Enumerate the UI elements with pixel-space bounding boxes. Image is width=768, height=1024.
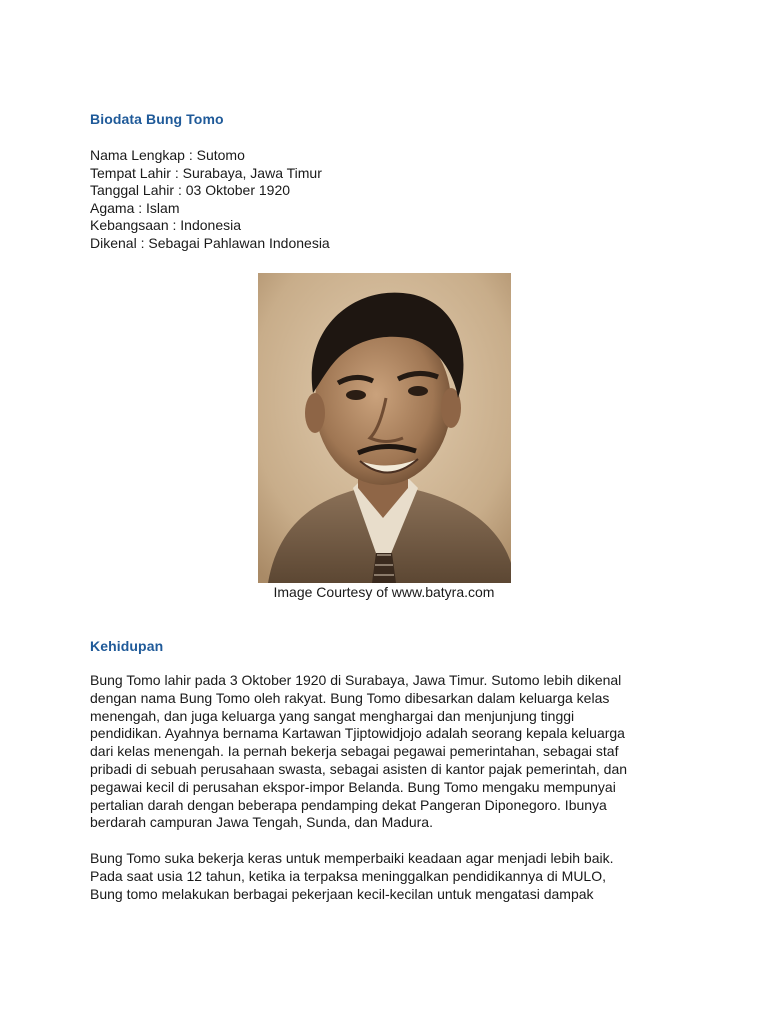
biodata-religion: Agama : Islam — [90, 199, 180, 216]
photo-caption: Image Courtesy of www.batyra.com — [273, 584, 495, 600]
paragraph-line: dengan nama Bung Tomo oleh rakyat. Bung Tomo dibesarkan dalam keluarga kelas — [90, 689, 610, 706]
biodata-known-as: Dikenal : Sebagai Pahlawan Indonesia — [90, 234, 330, 251]
paragraph-line: pribadi di sebuah perusahaan swasta, sebagai asisten di kantor pajak pemerintah, dan — [90, 760, 628, 777]
biodata-birthdate: Tanggal Lahir : 03 Oktober 1920 — [90, 182, 291, 199]
paragraph-line: Bung tomo melakukan berbagai pekerjaan kecil-kecilan untuk mengatasi dampak — [90, 885, 594, 902]
portrait-image — [258, 273, 511, 583]
paragraph-line: Bung Tomo suka bekerja keras untuk memperbaiki keadaan agar menjadi lebih baik. — [90, 850, 614, 866]
paragraph-line: berdarah campuran Jawa Tengah, Sunda, dan Madura. — [90, 814, 433, 831]
paragraph-line: Pada saat usia 12 tahun, ketika ia terpaksa meninggalkan pendidikannya di MULO, — [90, 867, 606, 884]
paragraph-line: pegawai kecil di perusahan ekspor-impor Belanda. Bung Tomo mengaku mempunyai — [90, 778, 616, 795]
paragraph-line: dari kelas menengah. Ia pernah bekerja sebagai pegawai pemerintahan, sebagai staf — [90, 743, 619, 760]
paragraph-line: Bung Tomo lahir pada 3 Oktober 1920 di Surabaya, Jawa Timur. Sutomo lebih dikenal — [90, 672, 622, 688]
paragraph-line: pertalian darah dengan beberapa pendamping dekat Pangeran Diponegoro. Ibunya — [90, 796, 607, 813]
document-title: Biodata Bung Tomo — [90, 111, 224, 127]
section-heading: Kehidupan — [90, 638, 164, 654]
biodata-birthplace: Tempat Lahir : Surabaya, Jawa Timur — [90, 164, 322, 181]
paragraph-line: pendidikan. Ayahnya bernama Kartawan Tjiptowidjojo adalah seorang kepala keluarga — [90, 725, 625, 742]
biodata-list — [90, 147, 330, 253]
paragraph-1 — [90, 672, 682, 832]
portrait-photo — [258, 273, 511, 583]
paragraph-line: menengah, dan juga keluarga yang sangat menghargai dan menjunjung tinggi — [90, 707, 575, 724]
biodata-nationality: Kebangsaan : Indonesia — [90, 217, 242, 234]
biodata-full-name: Nama Lengkap : Sutomo — [90, 147, 245, 163]
paragraph-2 — [90, 850, 682, 903]
